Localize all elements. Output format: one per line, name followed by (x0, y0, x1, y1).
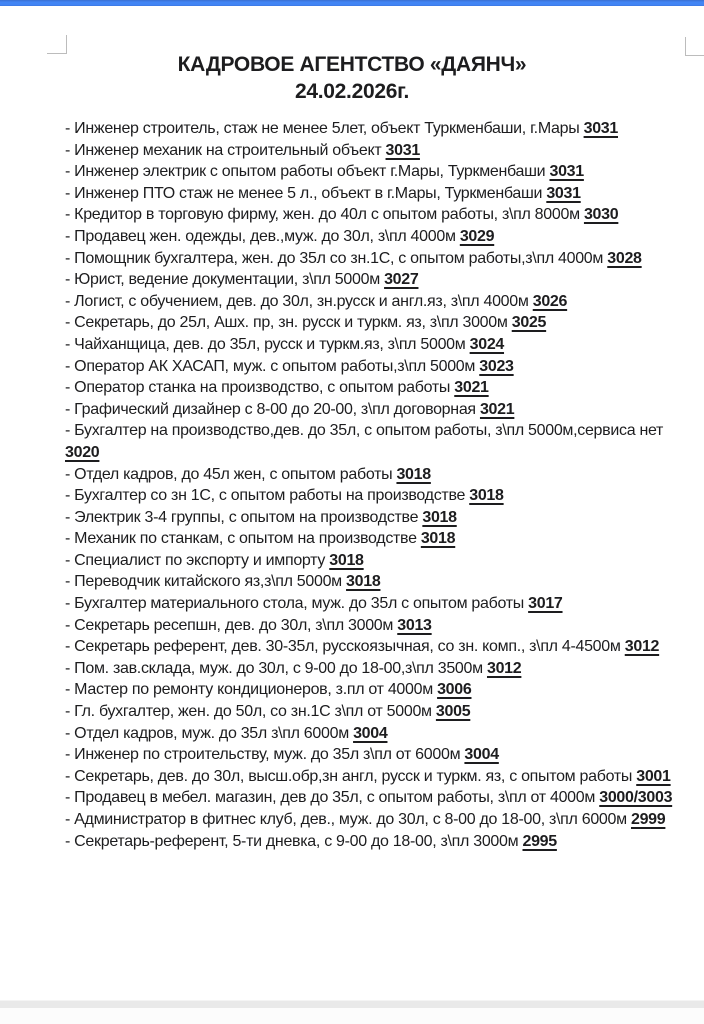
job-listing (65, 528, 688, 550)
job-code: 3029 (459, 227, 495, 245)
job-text: - Графический дизайнер с 8-00 до 20-00, з\пл договорная (65, 400, 476, 418)
job-code: 3031 (385, 141, 420, 159)
job-text: - Администратор в фитнес клуб, дев., муж. до 30л, с 8-00 до 18-00, з\пл 6000м (65, 811, 627, 828)
job-text: - Электрик 3-4 группы, с опытом на производстве (65, 508, 419, 526)
job-listing (65, 593, 688, 615)
job-code: 3030 (583, 206, 619, 224)
job-listing (65, 312, 688, 334)
job-text: - Логист, с обучением, дев. до 30л, зн.русск и англ.яз, з\пл 4000м (65, 292, 529, 310)
job-listing (65, 464, 688, 486)
job-text: - Инженер ПТО стаж не менее 5 л., объект в г.Мары, Туркменбаши (65, 184, 543, 202)
job-listing (65, 831, 688, 853)
job-listing (65, 679, 688, 701)
job-code: 3004 (353, 724, 388, 742)
job-text: - Секретарь референт, дев. 30-35л, русскоязычная, со зн. комп., з\пл 4-4500м (65, 638, 621, 656)
job-code: 3018 (346, 573, 381, 591)
job-code: 3012 (486, 659, 522, 677)
job-code: 3018 (420, 530, 456, 548)
job-text: - Механик по станкам, с опытом на производстве (65, 530, 417, 548)
job-code: 3025 (511, 314, 547, 332)
job-code: 3031 (583, 120, 618, 137)
job-text: - Отдел кадров, до 45л жен, с опытом работы (65, 465, 393, 483)
job-listing (65, 183, 688, 205)
job-listing (65, 658, 688, 680)
job-listing (65, 226, 688, 248)
job-text: - Специалист по экспорту и импорту (65, 551, 326, 569)
text-boundary-mark-top-left (47, 35, 67, 54)
job-listing (65, 485, 688, 507)
job-code: 3012 (624, 638, 660, 656)
job-listing (65, 420, 688, 463)
job-listing (65, 636, 688, 658)
job-code: 3023 (479, 357, 514, 375)
job-listing (65, 809, 688, 831)
job-text: - Продавец в мебел. магазин, дев до 35л, с опытом работы, з\пл от 4000м (65, 789, 596, 807)
job-code: 3018 (329, 551, 364, 569)
job-text: - Инженер электрик с опытом работы объект г.Мары, Туркменбаши (65, 163, 546, 181)
job-code: 3021 (454, 379, 489, 397)
job-listing (65, 161, 688, 183)
job-text: - Мастер по ремонту кондиционеров, з.пл от 4000м (65, 681, 433, 699)
job-text: - Секретарь, дев. до 30л, высш.обр,зн англ, русск и туркм. яз, с опытом работы (65, 767, 633, 785)
job-code: 2999 (630, 811, 666, 828)
job-listing (65, 140, 688, 162)
job-listing (65, 118, 688, 140)
job-text: - Бухгалтер на производство,дев. до 35л, с опытом работы, з\пл 5000м,сервиса нет (65, 422, 664, 440)
job-text: - Продавец жен. одежды, дев.,муж. до 30л, з\пл 4000м (65, 227, 456, 245)
job-listing (65, 550, 688, 572)
job-text: - Чайханщица, дев. до 35л, русск и туркм.яз, з\пл 5000м (65, 335, 466, 353)
document-title: КАДРОВОЕ АГЕНТСТВО «ДАЯНЧ» (177, 53, 527, 76)
job-listing (65, 204, 688, 226)
job-text: - Оператор станка на производство, с опытом работы (65, 379, 451, 397)
job-listing (65, 723, 688, 745)
document-header (0, 6, 704, 105)
job-listing (65, 399, 688, 421)
job-listing (65, 507, 688, 529)
job-code: 2995 (522, 832, 557, 850)
job-code: 3018 (469, 487, 504, 505)
job-text: - Инженер по строительству, муж. до 35л з\пл от 6000м (65, 746, 461, 764)
job-code: 3028 (607, 249, 642, 267)
job-code: 3018 (396, 465, 431, 483)
job-code: 3020 (65, 443, 100, 461)
job-text: - Гл. бухгалтер, жен. до 50л, со зн.1С з\пл от 5000м (65, 703, 432, 721)
job-code: 3006 (437, 681, 472, 699)
job-text: - Секретарь-референт, 5-ти дневка, с 9-00 до 18-00, з\пл 3000м (65, 832, 519, 850)
job-listing (65, 766, 688, 788)
job-text: - Бухгалтер со зн 1С, с опытом работы на производстве (65, 487, 466, 505)
job-listing (65, 248, 688, 270)
job-code: 3005 (435, 703, 471, 721)
job-listing (65, 571, 688, 593)
job-listing (65, 291, 688, 313)
job-text: - Секретарь, до 25л, Ашх. пр, зн. русск и туркм. яз, з\пл 3000м (65, 314, 508, 332)
job-listing (65, 377, 688, 399)
job-text: - Юрист, ведение документации, з\пл 5000м (65, 271, 380, 289)
job-code: 3017 (528, 595, 563, 613)
job-listing (65, 615, 688, 637)
job-listing (65, 334, 688, 356)
job-listing (65, 787, 688, 809)
job-text: - Пом. зав.склада, муж. до 30л, с 9-00 до 18-00,з\пл 3500м (65, 659, 483, 677)
job-text: - Помощник бухгалтера, жен. до 35л со зн.1С, с опытом работы,з\пл 4000м (65, 249, 604, 267)
job-text: - Отдел кадров, муж. до 35л з\пл 6000м (65, 724, 349, 742)
job-listing (65, 701, 688, 723)
page-separator (0, 1000, 704, 1008)
job-code: 3000/3003 (599, 789, 673, 807)
job-code: 3027 (384, 271, 419, 289)
document-page[interactable] (0, 6, 704, 1000)
job-code: 3031 (546, 184, 581, 202)
job-text: - Инженер механик на строительный объект (65, 141, 382, 159)
job-list (65, 118, 688, 852)
job-text: - Инженер строитель, стаж не менее 5лет, объект Туркменбаши, г.Мары (65, 120, 580, 137)
job-code: 3001 (636, 767, 671, 785)
job-listing (65, 744, 688, 766)
text-boundary-mark-top-right (685, 37, 704, 56)
job-text: - Бухгалтер материального стола, муж. до 35л с опытом работы (65, 595, 524, 613)
job-text: - Секретарь ресепшн, дев. до 30л, з\пл 3000м (65, 616, 394, 634)
job-listing (65, 356, 688, 378)
job-code: 3031 (549, 163, 584, 181)
job-code: 3004 (464, 746, 499, 764)
job-text: - Оператор АК ХАСАП, муж. с опытом работы,з\пл 5000м (65, 357, 476, 375)
next-page-edge (0, 1008, 704, 1024)
job-text: - Кредитор в торговую фирму, жен. до 40л с опытом работы, з\пл 8000м (65, 206, 580, 224)
document-date: 24.02.2026г. (295, 80, 409, 103)
job-code: 3018 (422, 508, 457, 526)
job-code: 3026 (532, 292, 568, 310)
job-code: 3021 (479, 400, 515, 418)
job-text: - Переводчик китайского яз,з\пл 5000м (65, 573, 342, 591)
job-code: 3024 (469, 335, 505, 353)
job-listing (65, 269, 688, 291)
job-code: 3013 (397, 616, 432, 634)
